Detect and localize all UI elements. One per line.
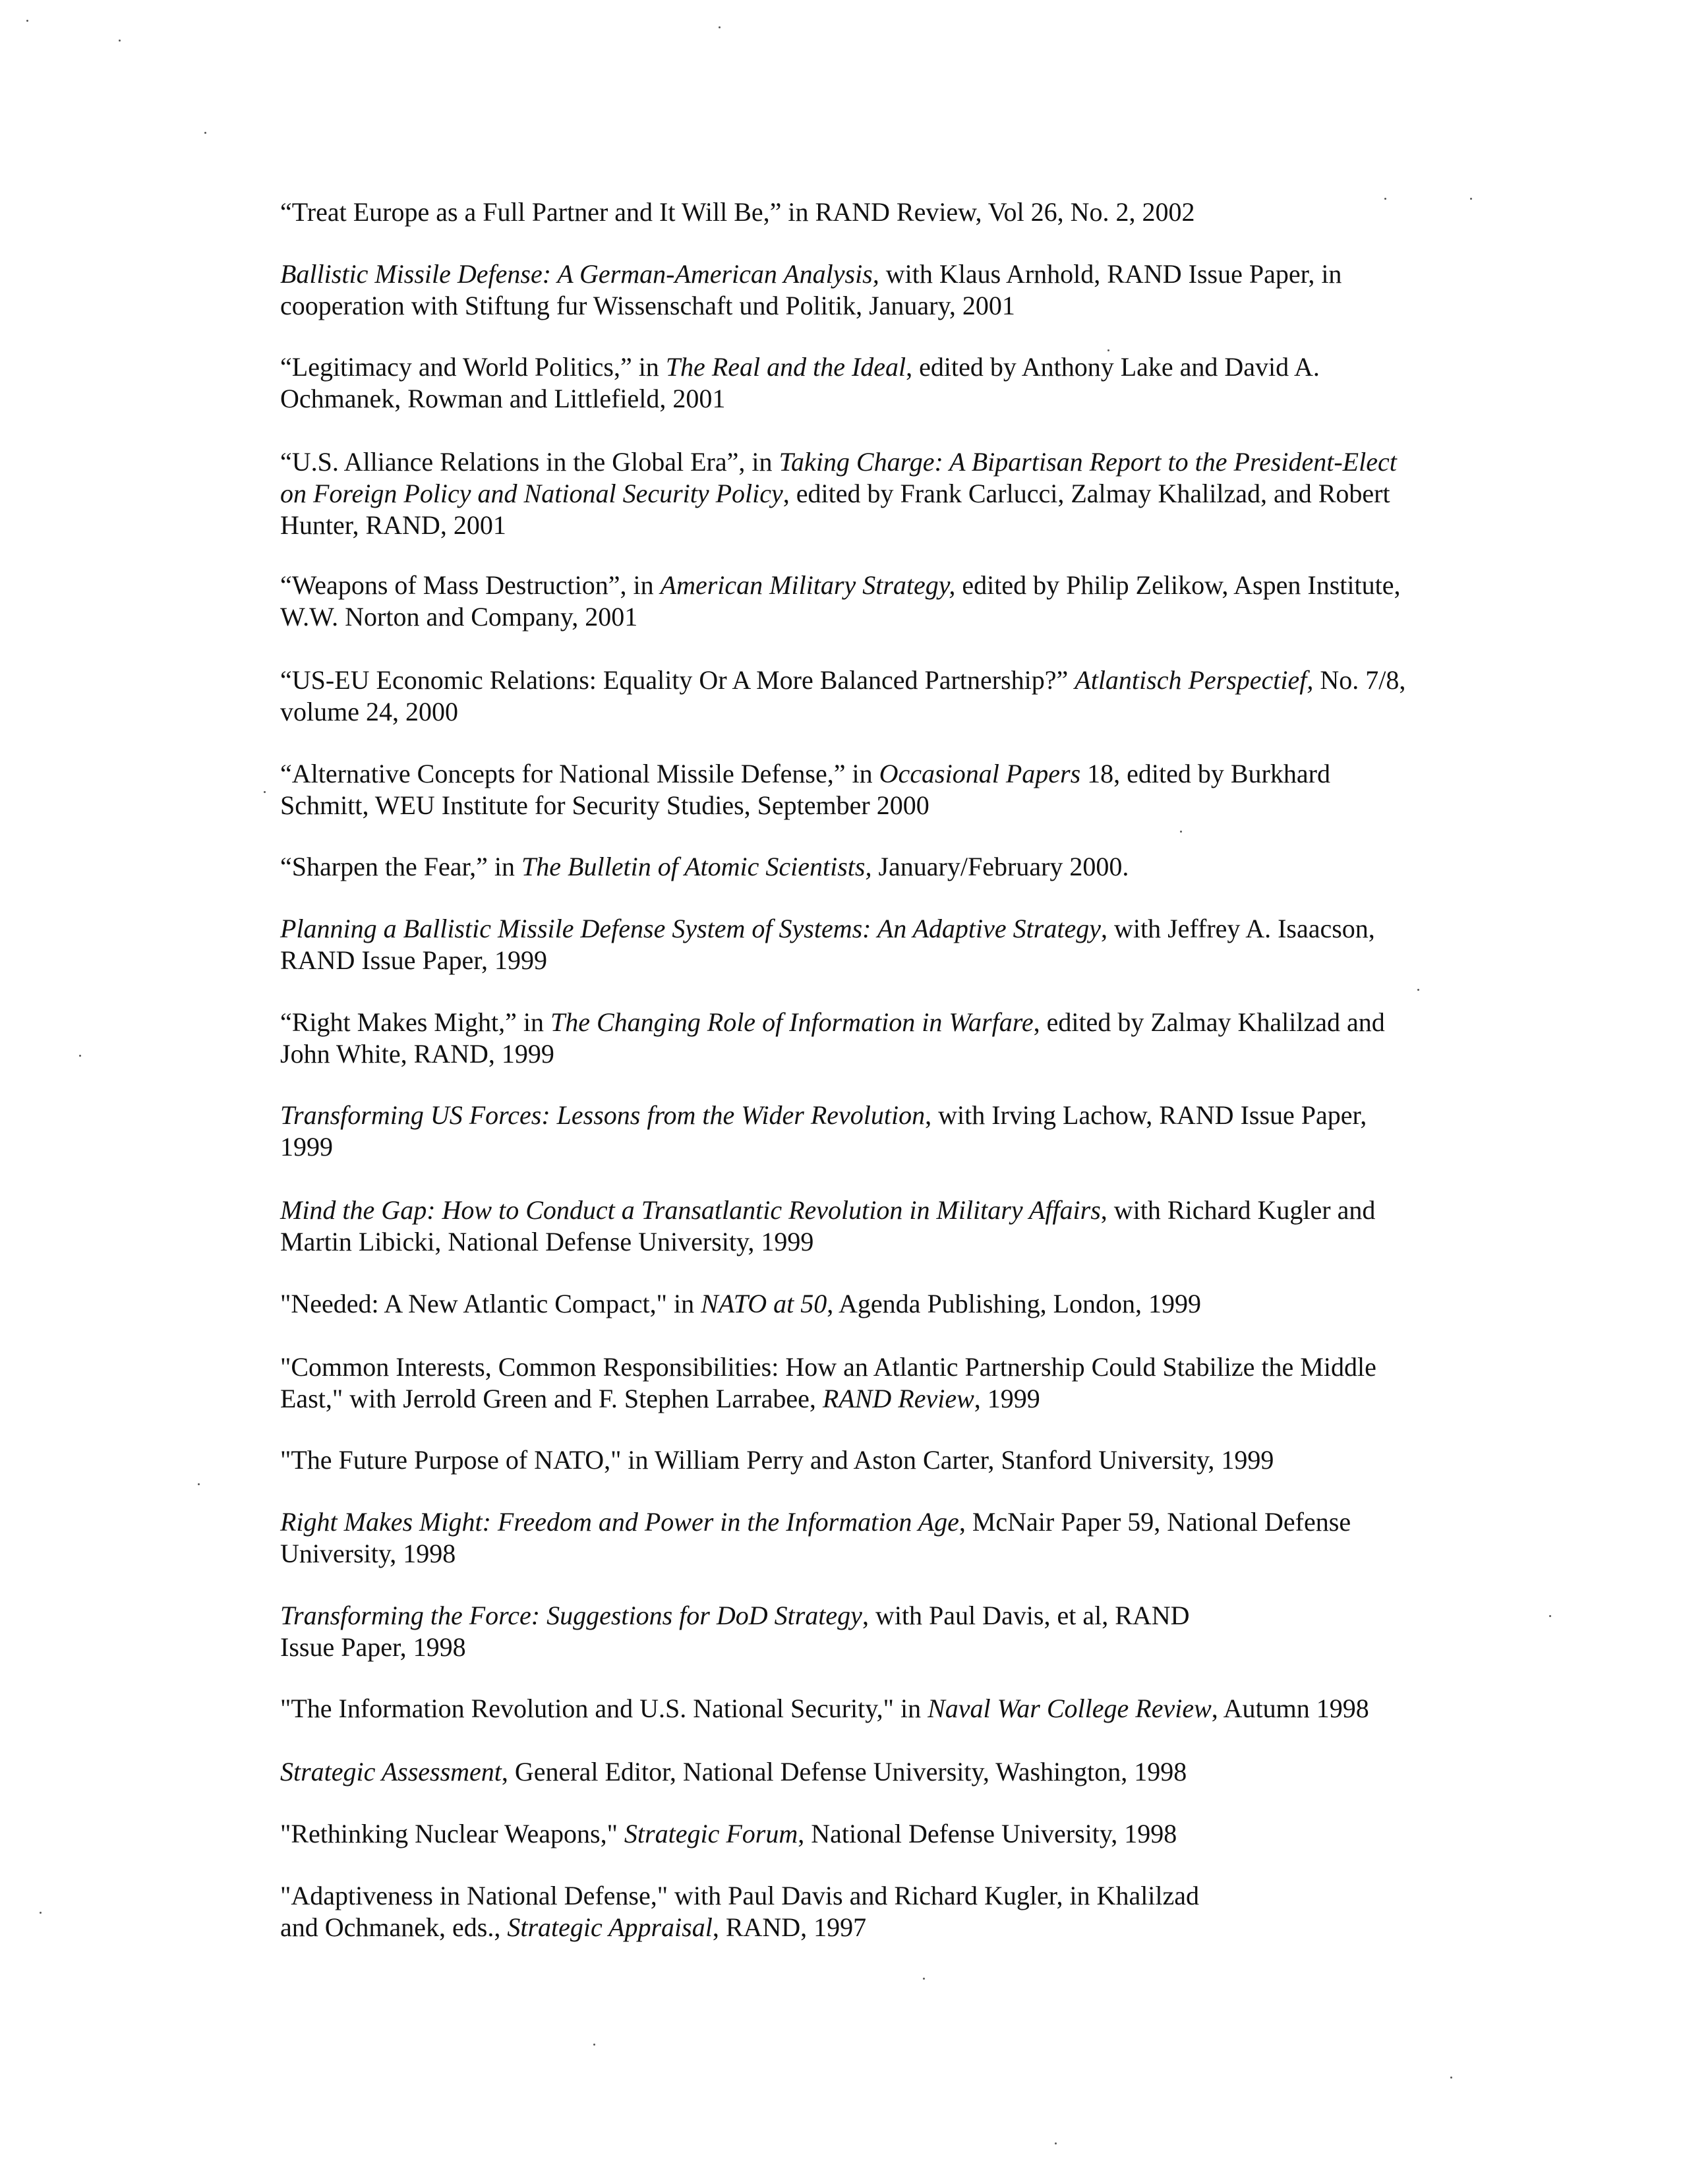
citation-line bbox=[280, 1818, 1177, 1850]
citation-text: "Needed: A New Atlantic Compact," in bbox=[280, 1289, 701, 1318]
scan-speck bbox=[1107, 349, 1109, 351]
citation-entry bbox=[280, 1600, 1190, 1663]
citation-line bbox=[280, 758, 1330, 790]
citation-text: “US-EU Economic Relations: Equality Or A More Balanced Partnership?” bbox=[280, 665, 1075, 695]
citation-text: , edited by Anthony Lake and David A. bbox=[906, 352, 1320, 382]
citation-line bbox=[280, 664, 1405, 696]
citation-text: “Legitimacy and World Politics,” in bbox=[280, 352, 666, 382]
scan-speck bbox=[1180, 831, 1182, 833]
citation-text: with Klaus Arnhold, RAND Issue Paper, in bbox=[879, 259, 1342, 289]
citation-text: "The Future Purpose of NATO," in William Perry and Aston Carter, Stanford University, 1999 bbox=[280, 1445, 1274, 1475]
citation-line bbox=[280, 570, 1400, 601]
scan-speck bbox=[1549, 1615, 1551, 1617]
citation-title-italic: Strategic Appraisal bbox=[507, 1912, 713, 1942]
citation-title-italic: Ballistic Missile Defense: A German-American Analysis, bbox=[280, 259, 879, 289]
citation-text: and Ochmanek, eds., bbox=[280, 1912, 508, 1942]
scan-speck bbox=[79, 1055, 81, 1057]
citation-line bbox=[280, 510, 1397, 541]
citation-text: , with Irving Lachow, RAND Issue Paper, bbox=[925, 1100, 1367, 1130]
citation-text: , with Jeffrey A. Isaacson, bbox=[1100, 914, 1375, 943]
scan-speck bbox=[119, 40, 121, 42]
citation-entry bbox=[280, 1756, 1187, 1788]
citation-text: “Treat Europe as a Full Partner and It Will Be,” in RAND Review, Vol 26, No. 2, 2002 bbox=[280, 197, 1195, 227]
citation-text: Hunter, RAND, 2001 bbox=[280, 510, 506, 540]
citation-line bbox=[280, 696, 1405, 728]
citation-text: “Alternative Concepts for National Missile Defense,” in bbox=[280, 759, 879, 788]
citation-text: edited by Philip Zelikow, Aspen Institute, bbox=[955, 570, 1401, 600]
citation-entry bbox=[280, 1444, 1274, 1476]
citation-line bbox=[280, 351, 1320, 383]
scan-speck bbox=[1384, 198, 1386, 200]
citation-title-italic: Strategic Forum bbox=[624, 1819, 798, 1848]
citation-line bbox=[280, 790, 1330, 821]
citation-text: 18, edited by Burkhard bbox=[1080, 759, 1330, 788]
citation-text: cooperation with Stiftung fur Wissenschaft und Politik, January, 2001 bbox=[280, 291, 1015, 320]
citation-text: Schmitt, WEU Institute for Security Studies, September 2000 bbox=[280, 790, 929, 820]
citation-text: , Agenda Publishing, London, 1999 bbox=[827, 1289, 1202, 1318]
citation-text: “U.S. Alliance Relations in the Global Era”, in bbox=[280, 447, 779, 477]
citation-title-italic: Mind the Gap: How to Conduct a Transatlantic Revolution in Military Affairs bbox=[280, 1195, 1101, 1225]
citation-text: , RAND, 1997 bbox=[712, 1912, 867, 1942]
citation-text: 1999 bbox=[280, 1132, 333, 1162]
citation-title-italic: The Real and the Ideal bbox=[665, 352, 906, 382]
citation-entry bbox=[280, 1007, 1385, 1070]
citation-text: , with Richard Kugler and bbox=[1100, 1195, 1376, 1225]
scan-speck bbox=[1417, 989, 1419, 991]
citation-text: , edited by Zalmay Khalilzad and bbox=[1033, 1007, 1385, 1037]
citation-line bbox=[280, 1538, 1351, 1570]
citation-entry bbox=[280, 1880, 1199, 1943]
citation-entry bbox=[280, 758, 1330, 821]
citation-text: University, 1998 bbox=[280, 1539, 456, 1568]
citation-entry bbox=[280, 1351, 1376, 1415]
citation-title-italic: Taking Charge: A Bipartisan Report to the President-Elect bbox=[779, 447, 1397, 477]
citation-title-italic: The Changing Role of Information in Warfare bbox=[550, 1007, 1034, 1037]
citation-text: , National Defense University, 1998 bbox=[798, 1819, 1177, 1848]
citation-title-italic: Transforming the Force: Suggestions for DoD Strategy bbox=[280, 1601, 862, 1630]
citation-line bbox=[280, 1100, 1367, 1131]
citation-text: volume 24, 2000 bbox=[280, 697, 458, 726]
citation-line bbox=[280, 1506, 1351, 1538]
citation-entry bbox=[280, 1288, 1201, 1320]
scan-speck bbox=[923, 1978, 925, 1980]
citation-entry bbox=[280, 196, 1194, 228]
citation-text: No. 7/8, bbox=[1313, 665, 1406, 695]
citation-title-italic: Right Makes Might: Freedom and Power in the Information Age bbox=[280, 1507, 959, 1537]
citation-entry bbox=[280, 446, 1397, 541]
citation-line bbox=[280, 1038, 1385, 1070]
citation-line bbox=[280, 1226, 1375, 1258]
citation-entry bbox=[280, 1818, 1177, 1850]
citation-text: Issue Paper, 1998 bbox=[280, 1632, 466, 1662]
citation-text: Martin Libicki, National Defense University, 1999 bbox=[280, 1227, 814, 1256]
citation-text: “Right Makes Might,” in bbox=[280, 1007, 550, 1037]
scan-speck bbox=[1470, 198, 1472, 200]
citation-title-italic: NATO at 50 bbox=[701, 1289, 827, 1318]
scan-speck bbox=[26, 20, 28, 22]
citation-line bbox=[280, 601, 1400, 633]
citation-text: , edited by Frank Carlucci, Zalmay Khalilzad, and Robert bbox=[782, 479, 1390, 508]
citation-title-italic: The Bulletin of Atomic Scientists, bbox=[521, 852, 872, 881]
scan-speck bbox=[204, 132, 206, 134]
citation-line bbox=[280, 196, 1194, 228]
citation-line bbox=[280, 1131, 1367, 1163]
citation-line bbox=[280, 446, 1397, 478]
citation-entry bbox=[280, 351, 1320, 415]
citation-text: "Rethinking Nuclear Weapons," bbox=[280, 1819, 624, 1848]
citation-line bbox=[280, 1632, 1190, 1663]
citation-line bbox=[280, 1880, 1199, 1912]
citation-title-italic: Naval War College Review bbox=[928, 1694, 1212, 1723]
citation-text: "Common Interests, Common Responsibilities: How an Atlantic Partnership Could Stabilize the Middle bbox=[280, 1352, 1376, 1382]
citation-text: “Sharpen the Fear,” in bbox=[280, 852, 522, 881]
citation-text: , McNair Paper 59, National Defense bbox=[958, 1507, 1351, 1537]
citation-line bbox=[280, 1007, 1385, 1038]
citation-line bbox=[280, 1195, 1375, 1226]
citation-entry bbox=[280, 664, 1405, 728]
scan-speck bbox=[264, 791, 266, 793]
citation-text: "Adaptiveness in National Defense," with Paul Davis and Richard Kugler, in Khalilzad bbox=[280, 1881, 1200, 1910]
citation-entry bbox=[280, 851, 1129, 883]
citation-title-italic: American Military Strategy, bbox=[660, 570, 956, 600]
citation-text: January/February 2000. bbox=[871, 852, 1129, 881]
citation-line bbox=[280, 1693, 1369, 1725]
citation-entry bbox=[280, 1195, 1375, 1258]
citation-line bbox=[280, 913, 1375, 945]
citation-text: East," with Jerrold Green and F. Stephen Larrabee, bbox=[280, 1384, 823, 1413]
citation-entry bbox=[280, 1100, 1367, 1163]
scan-speck bbox=[1450, 2077, 1452, 2079]
citation-line bbox=[280, 383, 1320, 415]
citation-line bbox=[280, 945, 1375, 976]
citation-text: W.W. Norton and Company, 2001 bbox=[280, 602, 638, 632]
citation-title-italic: Transforming US Forces: Lessons from the Wider Revolution bbox=[280, 1100, 926, 1130]
citation-title-italic: Planning a Ballistic Missile Defense System of Systems: An Adaptive Strategy bbox=[280, 914, 1101, 943]
citation-text: "The Information Revolution and U.S. National Security," in bbox=[280, 1694, 928, 1723]
scan-speck bbox=[593, 2044, 595, 2046]
citation-title-italic: Atlantisch Perspectief, bbox=[1075, 665, 1314, 695]
citation-entry bbox=[280, 570, 1400, 633]
citation-text: , General Editor, National Defense University, Washington, 1998 bbox=[501, 1757, 1187, 1786]
citation-line bbox=[280, 1288, 1201, 1320]
citation-line bbox=[280, 1351, 1376, 1383]
citation-title-italic: Strategic Assessment bbox=[280, 1757, 502, 1786]
citation-line bbox=[280, 1383, 1376, 1415]
citation-line bbox=[280, 1912, 1199, 1943]
citation-text: “Weapons of Mass Destruction”, in bbox=[280, 570, 661, 600]
citation-text: , with Paul Davis, et al, RAND bbox=[862, 1601, 1190, 1630]
citation-line bbox=[280, 1600, 1190, 1632]
citation-title-italic: on Foreign Policy and National Security Policy bbox=[280, 479, 783, 508]
citation-line bbox=[280, 1756, 1187, 1788]
citation-text: John White, RAND, 1999 bbox=[280, 1039, 554, 1069]
citation-text: RAND Issue Paper, 1999 bbox=[280, 945, 548, 975]
scan-speck bbox=[1055, 2142, 1057, 2144]
citation-text: , 1999 bbox=[974, 1384, 1040, 1413]
citation-line bbox=[280, 258, 1342, 290]
citation-line bbox=[280, 1444, 1274, 1476]
citation-entry bbox=[280, 258, 1342, 322]
citation-entry bbox=[280, 913, 1375, 976]
citation-entry bbox=[280, 1506, 1351, 1570]
citation-line bbox=[280, 478, 1397, 510]
citation-text: , Autumn 1998 bbox=[1211, 1694, 1369, 1723]
citation-title-italic: RAND Review bbox=[822, 1384, 974, 1413]
citation-title-italic: Occasional Papers bbox=[879, 759, 1081, 788]
citation-text: Ochmanek, Rowman and Littlefield, 2001 bbox=[280, 384, 726, 413]
citation-line bbox=[280, 290, 1342, 322]
scan-speck bbox=[198, 1483, 200, 1485]
scan-speck bbox=[719, 26, 721, 28]
citation-line bbox=[280, 851, 1129, 883]
scan-speck bbox=[40, 1912, 42, 1914]
citation-entry bbox=[280, 1693, 1369, 1725]
